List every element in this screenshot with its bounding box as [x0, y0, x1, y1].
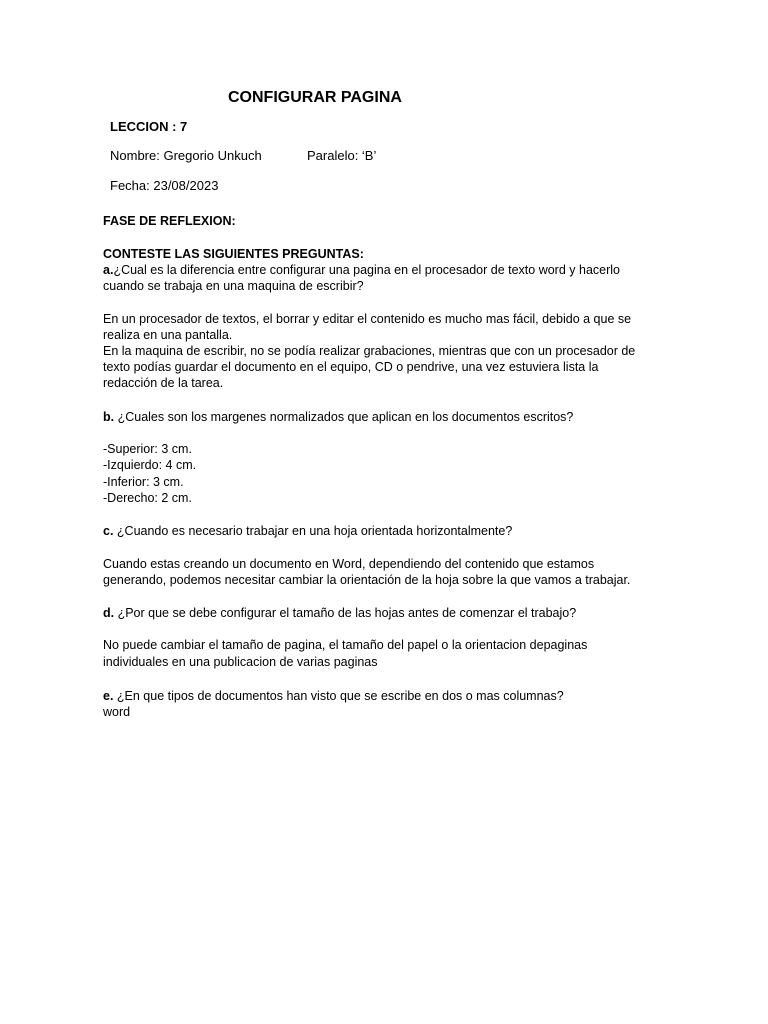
question-b-label: b.: [103, 410, 115, 424]
answer-b-line: -Izquierdo: 4 cm.: [103, 458, 197, 472]
answer-a-line: realiza en una pantalla.: [103, 328, 233, 342]
answer-b-line: -Derecho: 2 cm.: [103, 491, 192, 505]
answer-b-line: -Inferior: 3 cm.: [103, 475, 184, 489]
fecha-label: Fecha: 23/08/2023: [110, 178, 219, 193]
answer-a-line: En un procesador de textos, el borrar y editar el contenido es mucho mas fácil, debido a que se: [103, 312, 632, 326]
question-d: [103, 605, 576, 621]
question-e-text: ¿En que tipos de documentos han visto que se escribe en dos o mas columnas?: [113, 689, 564, 703]
paralelo-label: Paralelo: ‘B’: [307, 148, 377, 163]
instructions-heading: CONTESTE LAS SIGUIENTES PREGUNTAS:: [103, 247, 364, 261]
question-a: [103, 262, 620, 278]
student-name: Nombre: Gregorio Unkuch: [110, 148, 262, 163]
answer-a-line: texto podías guardar el documento en el equipo, CD o pendrive, una vez estuviera lista la: [103, 360, 599, 374]
question-d-text: ¿Por que se debe configurar el tamaño de las hojas antes de comenzar el trabajo?: [114, 606, 577, 620]
answer-d-line: individuales en una publicacion de varias paginas: [103, 655, 378, 669]
question-d-label: d.: [103, 606, 115, 620]
fase-heading: FASE DE REFLEXION:: [103, 214, 236, 228]
question-a-text-line1: ¿Cual es la diferencia entre configurar una pagina en el procesador de texto word y hacerlo: [113, 263, 620, 277]
question-b-text: ¿Cuales son los margenes normalizados que aplican en los documentos escritos?: [114, 410, 574, 424]
question-c-text: ¿Cuando es necesario trabajar en una hoja orientada horizontalmente?: [113, 524, 513, 538]
question-a-text-line2: cuando se trabaja en una maquina de escribir?: [103, 279, 364, 293]
answer-d-line: No puede cambiar el tamaño de pagina, el tamaño del papel o la orientacion depaginas: [103, 638, 588, 652]
answer-c-line: generando, podemos necesitar cambiar la orientación de la hoja sobre la que vamos a trabajar.: [103, 573, 631, 587]
answer-a-line: En la maquina de escribir, no se podía realizar grabaciones, mientras que con un procesador de: [103, 344, 636, 358]
question-c: [103, 523, 512, 539]
question-a-label: a.: [103, 263, 114, 277]
answer-e-line: word: [103, 705, 131, 719]
question-e: [103, 688, 564, 704]
question-c-label: c.: [103, 524, 114, 538]
answer-b-line: -Superior: 3 cm.: [103, 442, 192, 456]
question-b: [103, 409, 573, 425]
question-e-label: e.: [103, 689, 114, 703]
document-title: CONFIGURAR PAGINA: [228, 89, 402, 106]
answer-c-line: Cuando estas creando un documento en Word, dependiendo del contenido que estamos: [103, 557, 595, 571]
leccion-label: LECCION : 7: [110, 119, 188, 134]
answer-a-line: redacción de la tarea.: [103, 376, 224, 390]
